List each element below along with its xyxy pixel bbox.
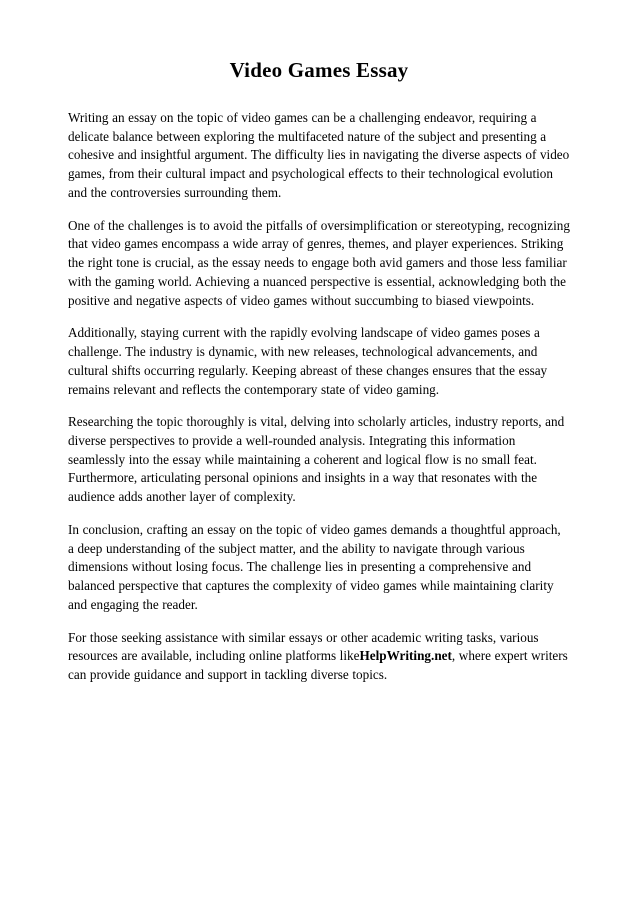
paragraph-lead-text: For those seeking assistance with similar essays or other academic writing tasks, various resources are available, including online platforms like (68, 629, 539, 664)
paragraph-with-brand (68, 629, 570, 685)
paragraph: Writing an essay on the topic of video games can be a challenging endeavor, requiring a delicate balance between exploring the multifaceted nature of the subject and presenting a cohesive and insightful argument. The difficulty lies in navigating the diverse aspects of video games, from their cultural impact and psychological effects to their technological evolution and the controversies surrounding them. (68, 110, 570, 200)
paragraph-tail-text: , where expert writers can provide guidance and support in tackling diverse topics. (68, 648, 568, 683)
paragraph: Researching the topic thoroughly is vital, delving into scholarly articles, industry reports, and diverse perspectives to provide a well-rounded analysis. Integrating this information seamlessly into the essay while maintaining a coherent and logical flow is no small feat. Furthermore, articulating personal opinions and insights in a way that resonates with the audience adds another layer of complexity. (68, 414, 565, 505)
paragraph: Additionally, staying current with the rapidly evolving landscape of video games poses a challenge. The industry is dynamic, with new releases, technological advancements, and cultural shifts occurring regularly. Keeping abreast of these changes ensures that the essay remains relevant and reflects the contemporary state of video gaming. (68, 325, 548, 397)
brand-name: HelpWriting.net (359, 648, 452, 664)
page-title: Video Games Essay (229, 58, 409, 82)
document-body (68, 83, 570, 685)
paragraph: One of the challenges is to avoid the pitfalls of oversimplification or stereotyping, recognizing that video games encompass a wide array of genres, themes, and player experiences. Striking the right tone is crucial, as the essay needs to engage both avid gamers and those less familiar with the gaming world. Achieving a nuanced perspective is essential, acknowledging both the positive and negative aspects of video games without succumbing to biased viewpoints. (68, 217, 570, 308)
paragraph: In conclusion, crafting an essay on the topic of video games demands a thoughtful approach, a deep understanding of the subject matter, and the ability to navigate through various dimensions without losing focus. The challenge lies in presenting a comprehensive and balanced perspective that captures the complexity of video games while maintaining clarity and engaging the reader. (68, 521, 561, 612)
